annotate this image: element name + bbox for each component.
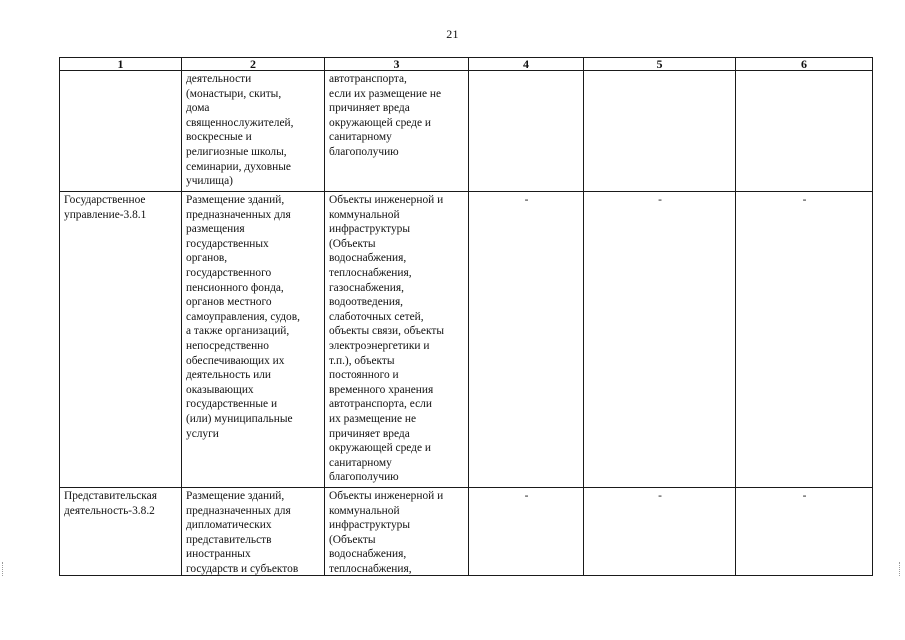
table-cell: [584, 71, 736, 192]
table-row: [60, 71, 873, 192]
header-col-1: 1: [60, 58, 182, 71]
table-cell: [60, 71, 182, 192]
cell-text: Объекты инженерной и коммунальной инфраструктуры (Объекты водоснабжения, теплоснабжения, газоснабжения, водоотведения, слаботочных сетей, объекты связи, объекты электроэнергетики и т.п.), объекты постоянного и временного хранения автотранспорта, если их размещение не причиняет вреда окружающей среде и санитарному благополучию: [329, 194, 444, 484]
cell-text: -: [658, 490, 662, 502]
cell-text: Объекты инженерной и коммунальной инфраструктуры (Объекты водоснабжения, теплоснабжения,: [329, 490, 444, 575]
header-col-3: 3: [325, 58, 469, 71]
cell-text: -: [802, 490, 807, 502]
table-cell: [469, 488, 584, 576]
table-cell: [736, 192, 873, 488]
header-col-6: 6: [736, 58, 873, 71]
cell-text: Размещение зданий, предназначенных для размещения государственных органов, государственного пенсионного фонда, органов местного самоуправления, судов, а также организаций, непосредственно обеспечивающих их деятельность или оказывающих государственные и (или) муниципальные услуги: [186, 194, 300, 440]
table-cell: [469, 71, 584, 192]
header-col-2: 2: [182, 58, 325, 71]
land-use-table: [59, 57, 873, 576]
table-cell: [325, 71, 469, 192]
table-cell: [325, 488, 469, 576]
table-cell: [182, 71, 325, 192]
cell-text: -: [524, 490, 529, 502]
table-cell: [60, 192, 182, 488]
table-cell: [60, 488, 182, 576]
right-margin-mark: [899, 562, 902, 576]
page-number: 21: [446, 27, 459, 41]
left-margin-mark: [2, 562, 5, 576]
cell-text: Представительская деятельность-3.8.2: [64, 490, 157, 517]
table-cell: [469, 192, 584, 488]
table-header-row: [60, 58, 873, 71]
table-row: [60, 488, 873, 576]
header-col-5: 5: [584, 58, 736, 71]
cell-text: Государственное управление-3.8.1: [64, 194, 147, 221]
table-cell: [584, 192, 736, 488]
table-cell: [182, 488, 325, 576]
table-cell: [736, 71, 873, 192]
table-cell: [736, 488, 873, 576]
cell-text: -: [658, 194, 662, 206]
cell-text: -: [802, 194, 807, 206]
table-cell: [325, 192, 469, 488]
table-cell: [182, 192, 325, 488]
table-cell: [584, 488, 736, 576]
table-row: [60, 192, 873, 488]
header-col-4: 4: [469, 58, 584, 71]
cell-text: деятельности (монастыри, скиты, дома священнослужителей, воскресные и религиозные школы, семинарии, духовные училища): [186, 73, 294, 188]
cell-text: Размещение зданий, предназначенных для дипломатических представительств иностранных государств и субъектов: [186, 490, 299, 575]
cell-text: -: [524, 194, 529, 206]
cell-text: автотранспорта, если их размещение не причиняет вреда окружающей среде и санитарному благополучию: [329, 73, 442, 158]
